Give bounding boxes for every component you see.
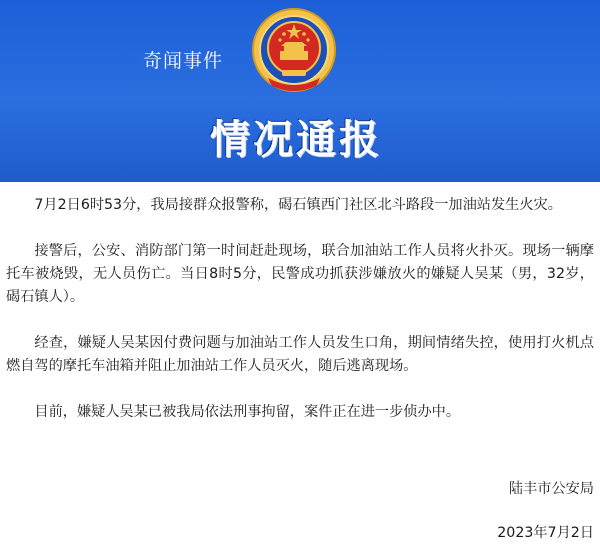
paragraph-1: 7月2日6时53分，我局接群众报警称，碣石镇西门社区北斗路段一加油站发生火灾。 <box>34 197 562 213</box>
notice-body <box>6 194 594 447</box>
page-title: 情况通报 <box>210 117 382 163</box>
header-banner <box>0 0 600 182</box>
paragraph-3: 经查，嫌疑人吴某因付费问题与加油站工作人员发生口角，期间情绪失控，使用打火机点燃自驾的摩托车油箱并阻止加油站工作人员灭火，随后逃离现场。 <box>6 335 594 374</box>
police-emblem-icon <box>246 4 342 96</box>
paragraph-4: 目前，嫌疑人吴某已被我局依法刑事拘留，案件正在进一步侦办中。 <box>34 404 461 420</box>
watermark-text: 奇闻事件 <box>143 50 224 72</box>
paragraph-2: 接警后，公安、消防部门第一时间赶赴现场，联合加油站工作人员将火扑灭。现场一辆摩托车被烧毁，无人员伤亡。当日8时5分，民警成功抓获涉嫌放火的嫌疑人吴某（男，32岁，碣石镇人）。 <box>6 243 594 305</box>
issue-date: 2023年7月2日 <box>497 525 594 541</box>
issuer-signature: 陆丰市公安局 <box>508 481 594 497</box>
